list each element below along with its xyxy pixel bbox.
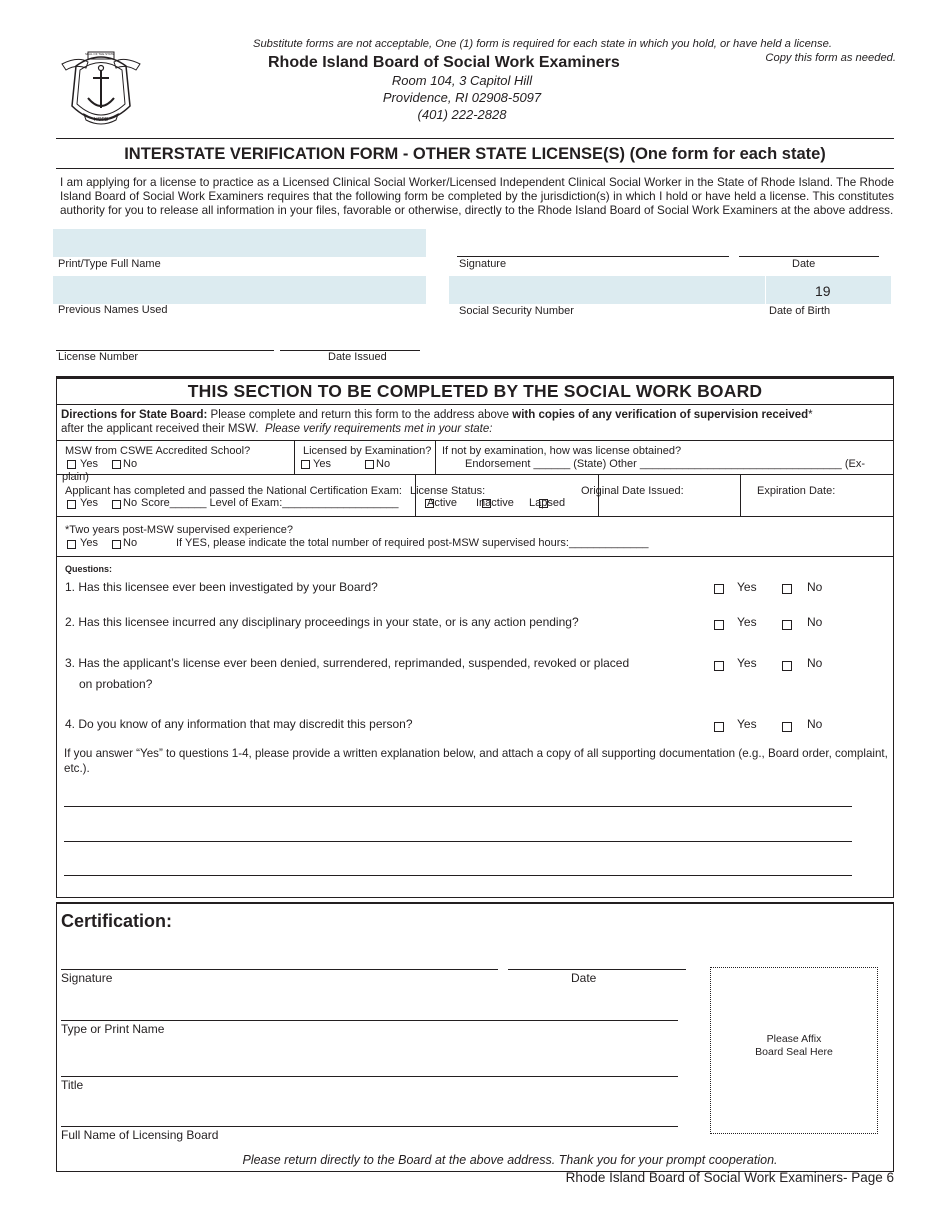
directions-line2: after the applicant received their MSW. — [61, 423, 259, 435]
two-years-yes-checkbox[interactable] — [67, 540, 76, 549]
state-seal — [58, 46, 144, 130]
title-rule-bottom — [56, 168, 894, 169]
seal-instruction-line1: Please Affix — [766, 1033, 822, 1045]
licensed-exam-yes-checkbox[interactable] — [301, 460, 310, 469]
copy-note: Copy this form as needed. — [765, 52, 896, 64]
seal-motto: HOPE — [94, 117, 109, 123]
score-label: Score______ Level of Exam:___________________ — [141, 497, 399, 509]
q2-no-checkbox[interactable] — [782, 620, 792, 630]
cert-title-label: Title — [61, 1078, 84, 1092]
page-footer: Rhode Island Board of Social Work Examiners- Page 6 — [565, 1170, 894, 1185]
q1-yes-checkbox[interactable] — [714, 584, 724, 594]
directions-verify: Please verify requirements met in your state: — [264, 423, 493, 435]
questions-heading: Questions: — [65, 564, 113, 574]
national-exam-no-checkbox[interactable] — [112, 500, 121, 509]
licensed-exam-no-checkbox[interactable] — [365, 460, 374, 469]
two-years-no-checkbox[interactable] — [112, 540, 121, 549]
not-exam-label: If not by examination, how was license obtained? — [442, 445, 682, 457]
ssn-field[interactable] — [449, 276, 765, 304]
ssn-label: Social Security Number — [459, 305, 574, 317]
cert-signature-label: Signature — [61, 971, 113, 985]
q4-no-label: No — [807, 717, 823, 731]
original-date-label: Original Date Issued: — [581, 485, 684, 497]
expiration-label: Expiration Date: — [757, 485, 836, 497]
status-lapsed-label: Lapsed — [529, 497, 566, 509]
cert-board-name-label: Full Name of Licensing Board — [61, 1128, 219, 1142]
q2-yes-label: Yes — [737, 615, 757, 629]
q3-no-label: No — [807, 656, 823, 670]
national-exam-yes-checkbox[interactable] — [67, 500, 76, 509]
status-active-label: Active — [427, 497, 457, 509]
signature-label: Signature — [459, 258, 507, 270]
msw-no-checkbox[interactable] — [112, 460, 121, 469]
national-exam-no-label: No — [123, 497, 138, 509]
q4-yes-checkbox[interactable] — [714, 722, 724, 732]
question-3-line2: on probation? — [79, 677, 153, 691]
section-separator-top — [56, 897, 894, 898]
directions-emphasis: with copies of any verification of supervision received — [512, 409, 809, 421]
directions-body: Please complete and return this form to the address above — [207, 409, 513, 421]
title-rule-top — [56, 138, 894, 139]
row3-bottom-rule — [56, 556, 894, 557]
address-line2: Providence, RI 02908-5097 — [382, 90, 542, 105]
certification-title: Certification: — [61, 911, 173, 931]
address-line1: Room 104, 3 Capitol Hill — [391, 73, 533, 88]
q2-no-label: No — [807, 615, 823, 629]
seal-banner-text: SEAL OF THE STATE — [85, 52, 115, 56]
date-issued-label: Date Issued — [328, 351, 387, 363]
licensed-exam-yes-label: Yes — [313, 458, 331, 470]
row1-divider-2 — [435, 440, 436, 474]
full-name-label: Print/Type Full Name — [58, 258, 161, 270]
cert-print-name-label: Type or Print Name — [61, 1022, 165, 1036]
q2-yes-checkbox[interactable] — [714, 620, 724, 630]
license-number-label: License Number — [58, 351, 139, 363]
signature-line[interactable] — [457, 256, 729, 257]
national-exam-label: Applicant has completed and passed the National Certification Exam: — [65, 485, 402, 497]
board-title-rule — [56, 404, 894, 405]
row2-top-rule — [56, 474, 894, 475]
cert-date-label: Date — [571, 971, 597, 985]
row1-divider-1 — [294, 440, 295, 474]
intro-text: I am applying for a license to practice as a Licensed Clinical Social Worker/Licensed Independent Clinical Social Worker in the State of Rhode Island. The Rhode Island Board of Social Work Examiners requires that the following form be completed by the jurisdiction(s) in which I hold or have held a license. This constitutes authority for you to release all information in your files, favorable or otherwise, directly to the Rhode Island Board of Social Work Examiners at the above address. — [60, 176, 894, 217]
cert-signature-line[interactable] — [61, 969, 498, 970]
two-years-yes-label: Yes — [80, 537, 98, 549]
q1-yes-label: Yes — [737, 580, 757, 594]
q4-no-checkbox[interactable] — [782, 722, 792, 732]
signature-date-line[interactable] — [739, 256, 879, 257]
q1-no-label: No — [807, 580, 823, 594]
cert-print-name-line[interactable] — [61, 1020, 678, 1021]
previous-names-field[interactable] — [53, 276, 426, 304]
row3-top-rule — [56, 516, 894, 517]
board-section-title: THIS SECTION TO BE COMPLETED BY THE SOCIAL WORK BOARD — [187, 381, 763, 401]
cert-title-line[interactable] — [61, 1076, 678, 1077]
endorsement-line: Endorsement ______ (State) Other _________________________________ (Ex- — [465, 458, 865, 470]
q3-yes-checkbox[interactable] — [714, 661, 724, 671]
two-years-label: *Two years post-MSW supervised experience? — [65, 524, 294, 536]
explanation-line-3[interactable] — [64, 875, 852, 876]
license-status-label: License Status: — [410, 485, 486, 497]
explain-label: plain) — [62, 471, 89, 483]
msw-label: MSW from CSWE Accredited School? — [65, 445, 251, 457]
question-2: 2. Has this licensee incurred any disciplinary proceedings in your state, or is any action pending? — [65, 615, 579, 629]
msw-yes-checkbox[interactable] — [67, 460, 76, 469]
cert-date-line[interactable] — [508, 969, 686, 970]
directions-text — [61, 408, 891, 436]
phone: (401) 222-2828 — [417, 107, 507, 122]
cert-board-name-line[interactable] — [61, 1126, 678, 1127]
dob-prefix: 19 — [815, 283, 831, 299]
directions-heading: Directions for State Board: — [61, 409, 208, 421]
previous-names-label: Previous Names Used — [58, 304, 168, 316]
question-1: 1. Has this licensee ever been investigated by your Board? — [65, 580, 378, 594]
row1-top-rule — [56, 440, 894, 441]
explanation-line-1[interactable] — [64, 806, 852, 807]
msw-yes-label: Yes — [80, 458, 98, 470]
q4-yes-label: Yes — [737, 717, 757, 731]
q1-no-checkbox[interactable] — [782, 584, 792, 594]
full-name-field[interactable] — [53, 229, 426, 257]
dob-label: Date of Birth — [769, 305, 831, 317]
q3-yes-label: Yes — [737, 656, 757, 670]
question-3-line1: 3. Has the applicant’s license ever been denied, surrendered, reprimanded, suspended, revoked or placed — [65, 656, 630, 670]
board-section-thick-rule — [56, 376, 894, 379]
substitute-note: Substitute forms are not acceptable, One (1) form is required for each state in which you hold, or have held a license. — [253, 38, 832, 50]
licensed-exam-label: Licensed by Examination? — [303, 445, 432, 457]
board-name: Rhode Island Board of Social Work Examiners — [268, 54, 620, 71]
form-title: INTERSTATE VERIFICATION FORM - OTHER STATE LICENSE(S) (One form for each state) — [124, 145, 826, 163]
q3-no-checkbox[interactable] — [782, 661, 792, 671]
hours-label: If YES, please indicate the total number of required post-MSW supervised hours:_____________ — [176, 537, 649, 549]
question-4: 4. Do you know of any information that may discredit this person? — [65, 717, 413, 731]
status-inactive-label: Inactive — [476, 497, 514, 509]
directions-asterisk: * — [808, 409, 813, 421]
seal-instruction-line2: Board Seal Here — [755, 1046, 833, 1058]
signature-date-label: Date — [792, 258, 816, 270]
national-exam-yes-label: Yes — [80, 497, 98, 509]
two-years-no-label: No — [123, 537, 138, 549]
msw-no-label: No — [123, 458, 138, 470]
explanation-line-2[interactable] — [64, 841, 852, 842]
licensed-exam-no-label: No — [376, 458, 391, 470]
explanation-instructions: If you answer “Yes” to questions 1-4, please provide a written explanation below, and attach a copy of all supporting documentation (e.g., Board order, complaint, etc.). — [64, 747, 888, 775]
row2-divider-3 — [740, 474, 741, 516]
return-note: Please return directly to the Board at the above address. Thank you for your prompt cooperation. — [242, 1153, 778, 1167]
